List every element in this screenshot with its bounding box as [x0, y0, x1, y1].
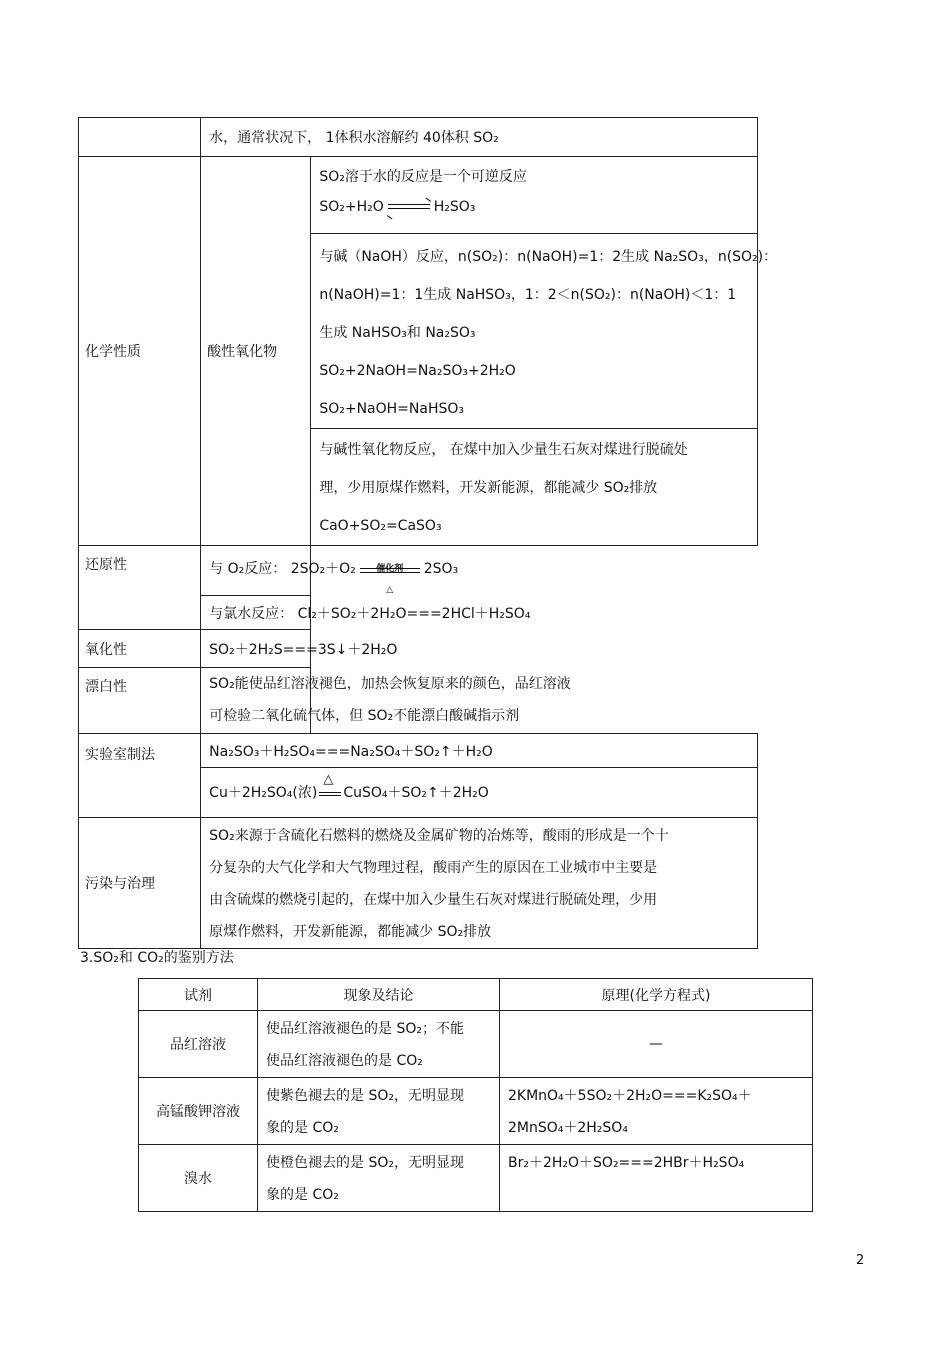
base-reaction-line2: n(NaOH)=1：1生成 NaHSO₃，1：2＜n(SO₂)：n(NaOH)＜1：1	[319, 287, 737, 303]
heat-arrow-icon: △	[319, 780, 341, 806]
o2-reaction-product: 2SO₃	[423, 561, 459, 577]
lab-prep-label: 实验室制法	[79, 734, 201, 818]
bleaching-label: 漂白性	[79, 668, 201, 734]
observation-line: 象的是 CO₂	[266, 1187, 339, 1203]
bleaching-line1: SO₂能使品红溶液褪色，加热会恢复原来的颜色，品红溶液	[209, 676, 571, 692]
basic-oxide-eq: CaO+SO₂=CaSO₃	[319, 518, 442, 534]
table-row	[139, 1145, 813, 1212]
principle-line: 2MnSO₄＋2H₂SO₄	[508, 1120, 628, 1136]
base-reaction-line3: 生成 NaHSO₃和 Na₂SO₃	[319, 325, 476, 341]
solubility-text: 水，通常状况下， 1体积水溶解约 40体积 SO₂	[209, 130, 499, 146]
pollution-line1: SO₂来源于含硫化石燃料的燃烧及金属矿物的冶炼等，酸雨的形成是一个十	[209, 828, 669, 844]
observation-line: 使紫色褪去的是 SO₂，无明显现	[266, 1088, 464, 1104]
table-row	[139, 1011, 813, 1078]
principle-line: Br₂＋2H₂O＋SO₂===2HBr＋H₂SO₄	[508, 1155, 745, 1171]
lab-prep-eq2-left: Cu＋2H₂SO₄(浓)	[209, 784, 318, 801]
oxidizing-eq: SO₂＋2H₂S===3S↓＋2H₂O	[209, 641, 398, 658]
pollution-label: 污染与治理	[79, 818, 201, 949]
empty-cell	[79, 118, 201, 157]
pollution-line4: 原煤作燃料，开发新能源，都能减少 SO₂排放	[209, 924, 492, 940]
base-eq1: SO₂+2NaOH=Na₂SO₃+2H₂O	[319, 363, 516, 379]
principle-line: —	[649, 1036, 663, 1052]
observation-line: 使橙色褪去的是 SO₂，无明显现	[266, 1155, 464, 1171]
bleaching-line2: 可检验二氧化硫气体，但 SO₂不能漂白酸碱指示剂	[209, 708, 520, 724]
reagent-cell: 溴水	[139, 1145, 258, 1212]
acidic-oxide-label: 酸性氧化物	[201, 157, 311, 546]
base-eq2: SO₂+NaOH=NaHSO₃	[319, 401, 465, 417]
basic-oxide-line2: 理，少用原煤作燃料，开发新能源，都能减少 SO₂排放	[319, 480, 658, 496]
oxidizing-label: 氧化性	[79, 630, 201, 668]
basic-oxide-line1: 与碱性氧化物反应， 在煤中加入少量生石灰对煤进行脱硫处	[319, 442, 688, 458]
header-reagent: 试剂	[139, 979, 258, 1011]
lab-prep-eq2-right: CuSO₄＋SO₂↑＋2H₂O	[343, 784, 489, 801]
cl2-reaction: 与氯水反应： Cl₂＋SO₂＋2H₂O===2HCl＋H₂SO₄	[209, 605, 531, 622]
water-eq-right: H₂SO₃	[433, 199, 476, 215]
reducing-label: 还原性	[79, 546, 201, 630]
water-eq-left: SO₂+H₂O	[319, 199, 384, 215]
principle-line: 2KMnO₄＋5SO₂＋2H₂O===K₂SO₄＋	[508, 1088, 752, 1104]
catalyst-arrow-icon: 催化剂 △	[360, 556, 420, 582]
reversible-arrow-icon	[388, 203, 430, 211]
reagent-cell: 品红溶液	[139, 1011, 258, 1078]
observation-line: 象的是 CO₂	[266, 1120, 339, 1136]
observation-line: 使品红溶液褪色的是 SO₂；不能	[266, 1021, 464, 1037]
chem-props-label: 化学性质	[79, 157, 201, 546]
header-observation: 现象及结论	[258, 979, 500, 1011]
reagent-cell: 高锰酸钾溶液	[139, 1078, 258, 1145]
so2-properties-table	[78, 117, 778, 949]
base-reaction-line1: 与碱（NaOH）反应，n(SO₂)：n(NaOH)=1：2生成 Na₂SO₃，n(SO₂)：	[319, 249, 778, 265]
identification-table	[138, 978, 813, 1212]
page-number: 2	[856, 1253, 865, 1268]
water-reaction-text: SO₂溶于水的反应是一个可逆反应	[319, 169, 527, 185]
observation-line: 使品红溶液褪色的是 CO₂	[266, 1053, 423, 1069]
header-principle: 原理(化学方程式)	[500, 979, 813, 1011]
pollution-line3: 由含硫煤的燃烧引起的，在煤中加入少量生石灰对煤进行脱硫处理，少用	[209, 892, 658, 908]
lab-prep-eq1: Na₂SO₃＋H₂SO₄===Na₂SO₄＋SO₂↑＋H₂O	[209, 743, 493, 760]
section3-title: 3.SO₂和 CO₂的鉴别方法	[80, 950, 234, 966]
pollution-line2: 分复杂的大气化学和大气物理过程，酸雨产生的原因在工业城市中主要是	[209, 860, 658, 876]
table-row	[139, 1078, 813, 1145]
o2-reaction-prefix: 与 O₂反应： 2SO₂＋O₂	[209, 561, 356, 577]
